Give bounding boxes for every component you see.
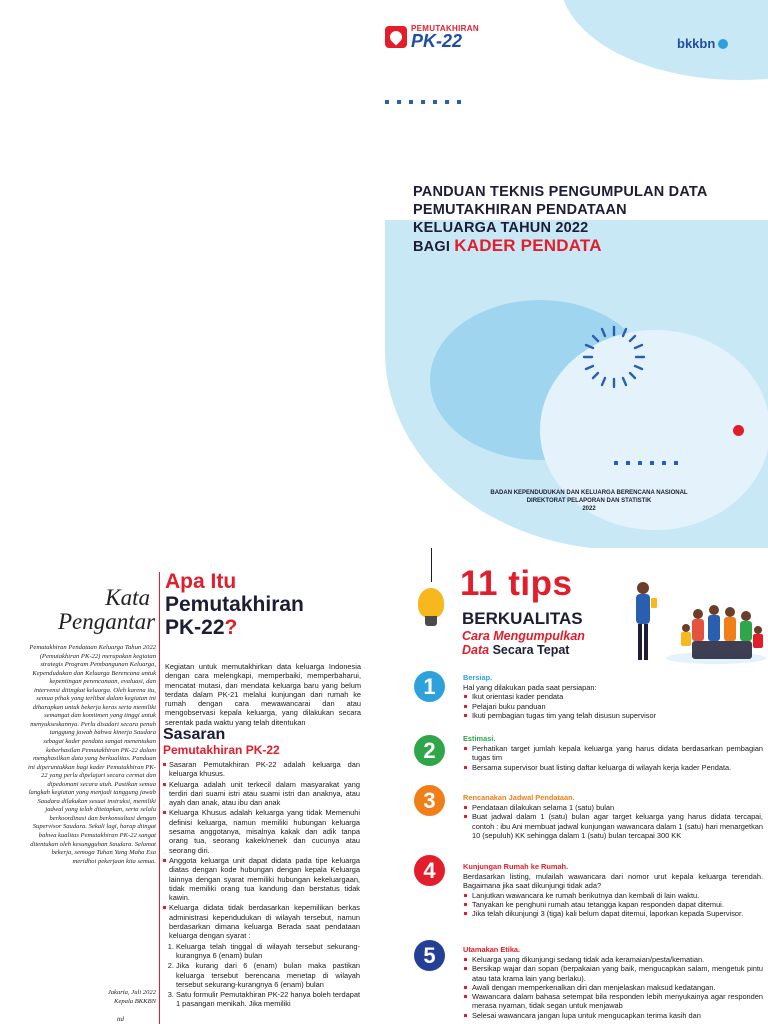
tips-data-b: Secara Tepat xyxy=(492,643,570,657)
tips-data-a: Data xyxy=(462,643,490,657)
list-item: 1. Keluarga telah tinggal di wilayah tersebut sekurang-kurangnya 6 (enam) bulan xyxy=(176,942,360,961)
list-item: Wawancara dalam bahasa setempat bila responden lebih menyukainya agar responden merasa nyaman, tidak segan untuk menjawab xyxy=(463,992,763,1011)
sig-place: Jakarta, Juli 2022 xyxy=(107,989,156,996)
signature-block xyxy=(60,988,156,1006)
apa-heading-q: ? xyxy=(224,616,238,639)
kata-pengantar-page xyxy=(0,548,160,1024)
tip-heading: Bersiap. xyxy=(463,673,493,682)
apa-heading-line: PK-22 xyxy=(165,616,225,639)
organization-block xyxy=(474,489,704,513)
list-item: Ikuti pembagian tugas tim yang telah disusun supervisor xyxy=(463,711,763,720)
lamp-cord xyxy=(431,548,432,582)
family-illustration xyxy=(626,576,766,666)
list-item: Bersama supervisor buat listing daftar keluarga di wilayah kerja kader Pendata. xyxy=(463,763,763,772)
kata-title-line: Kata xyxy=(105,585,150,610)
list-item: Keluarga didata tidak berdasarkan kepemilikan berkas administrasi kependudukan di wilayah tersebut, namun berdasarkan dimana keluarga Berada saat pendataan keluarga dengan syarat : xyxy=(162,903,360,940)
list-item: Keluarga yang dikunjungi sedang tidak ada keramaian/pesta/kematian. xyxy=(463,955,763,964)
tips-berkualitas: BERKUALITAS xyxy=(462,609,583,628)
list-item: Tanyakan ke penghuni rumah atau tetangga kapan responden dapat ditemui. xyxy=(463,900,763,909)
list-item: Awali dengan memperkenalkan diri dan menjelaskan maksud kedatangan. xyxy=(463,983,763,992)
list-item: Keluarga adalah unit terkecil dalam masyarakat yang terdiri dari suami istri atau suami istri dan anaknya, atau ayah dan anak, atau ibu dan anak xyxy=(162,780,360,808)
tip-number-badge: 3 xyxy=(414,785,445,816)
dots-decoration xyxy=(614,461,678,465)
list-item: Anggota keluarga unit dapat didata pada tipe keluarga diatas dengan kode hubungan dengan kepala Keluarga lainnya dengan syarat memiliki hubungan kekeluargaan, tidak memiliki orang tua kandung dan berstatus tidak kawin. xyxy=(162,856,360,902)
tip-heading: Estimasi. xyxy=(463,734,496,743)
lightbulb-icon xyxy=(418,588,444,618)
tip-number-badge: 1 xyxy=(414,671,445,702)
title-line: PANDUAN TEKNIS PENGUMPULAN DATA xyxy=(413,184,708,200)
list-item: Keluarga Khusus adalah keluarga yang tidak Memenuhi definisi keluarga, namun memiliki hubungan keluarga sesama anggotanya, misalnya kakak dan adik tanpa orang tua, seorang kakek/nenek dan cucunya atau seorang diri. xyxy=(162,808,360,854)
logo-bottom-text: PK-22 xyxy=(411,31,463,51)
tip-number-badge: 5 xyxy=(414,940,445,971)
list-item: Bersikap wajar dan sopan (berpakaian yang baik, mengucapkan salam, mengetuk pintu atau tata krama lain yang berlaku). xyxy=(463,964,763,983)
bkkbn-logo-icon xyxy=(718,39,728,49)
tips-data xyxy=(462,643,569,657)
logo-top-text: PEMUTAKHIRAN xyxy=(411,24,479,33)
apa-heading-red: Apa Itu xyxy=(165,570,237,593)
list-item: Perhatikan target jumlah kepala keluarga yang harus didata berdasarkan pembagian tugas tim xyxy=(463,744,763,763)
list-item: Buat jadwal dalam 1 (satu) bulan agar target keluarga yang harus didata tercapai, contoh : ibu Ani membuat jadwal kunjungan wawancara dalam 1 (satu) hari menargetkan 10 (sepuluh) KK sehingga dalam 1 (satu) bulan tercapai 300 KK xyxy=(463,812,763,840)
sunburst-decoration xyxy=(582,325,646,389)
title-line: PEMUTAKHIRAN PENDATAAN xyxy=(413,202,627,218)
sig-name: Kepala BKKBN xyxy=(114,998,156,1005)
org-line: BADAN KEPENDUDUKAN DAN KELUARGA BERENCANA NASIONAL xyxy=(490,490,688,496)
ttd-text: ttd xyxy=(117,1016,124,1023)
tip-item xyxy=(463,793,763,840)
sasaran-subheading: Pemutakhiran PK-22 xyxy=(163,743,280,757)
list-item: Pelajari buku panduan xyxy=(463,702,763,711)
list-item: Sasaran Pemutakhiran PK-22 adalah keluarga dan keluarga khusus. xyxy=(162,760,360,779)
red-dot-decoration xyxy=(733,425,744,436)
tip-item xyxy=(463,945,763,1020)
tips-cara: Cara Mengumpulkan xyxy=(462,629,585,643)
org-line: DIREKTORAT PELAPORAN DAN STATISTIK xyxy=(526,498,652,504)
tips-title: 11 tips xyxy=(460,564,573,603)
tips-page xyxy=(368,548,768,1024)
tip-heading: Rencanakan Jadwal Pendataan. xyxy=(463,793,575,802)
list-item: Selesai wawancara jangan lupa untuk mengucapkan terima kasih dan xyxy=(463,1011,763,1020)
tip-number-badge: 2 xyxy=(414,735,445,766)
lightbulb-base xyxy=(425,616,437,626)
tip-heading: Kunjungan Rumah ke Rumah. xyxy=(463,862,569,871)
title-accent: KADER PENDATA xyxy=(454,236,602,255)
title-bagi: BAGI xyxy=(413,239,451,255)
list-item: 2. Jika kurang dari 6 (enam) bulan maka pastikan keluarga tersebut berencana menetap di wilayah tersebut sekurang-kurangnya 6 (enam) bulan xyxy=(176,961,360,989)
tip-intro: Hal yang dilakukan pada saat persiapan: xyxy=(463,683,597,692)
tip-item xyxy=(463,862,763,918)
list-item: Pendataan dilakukan selama 1 (satu) bulan xyxy=(463,803,763,812)
list-item: Lanjutkan wawancara ke rumah berikutnya dan kembali di lain waktu. xyxy=(463,891,763,900)
bkkbn-text: bkkbn xyxy=(677,36,716,51)
tip-number-badge: 4 xyxy=(414,855,445,886)
list-item: Ikut orientasi kader pendata xyxy=(463,692,763,701)
apa-itu-page xyxy=(160,548,368,1024)
dots-decoration xyxy=(385,100,461,104)
kata-pengantar-title xyxy=(58,585,156,634)
list-item: Jika telah dikunjungi 3 (tiga) kali belum dapat ditemui, laporkan kepada Supervisor. xyxy=(463,909,763,918)
list-item: 3. Satu formulir Pemutakhiran PK-22 hanya boleh terdapat 1 pasangan menikah. Jika memiliki xyxy=(176,990,360,1009)
pk22-logo-icon xyxy=(385,26,407,48)
apa-heading xyxy=(165,593,304,639)
kata-title-line: Pengantar xyxy=(58,609,156,634)
sasaran-list xyxy=(162,760,360,1010)
sasaran-heading: Sasaran xyxy=(163,726,226,743)
cover-title xyxy=(413,183,753,256)
tip-item xyxy=(463,673,763,720)
apa-lead: Kegiatan untuk memutakhirkan data keluarga Indonesia dengan cara melengkapi, memperbaiki, memperbaharui, mencatat mutasi, dan mendata keluarga baru yang belum terdata dalam PK-21 melalui kunjungan dari rumah ke rumah dengan cara mewawancarai dan atau mengobservasi kepala keluarga, yang dilakukan secara serentak pada waktu yang telah ditentukan xyxy=(165,662,361,727)
tip-heading: Utamakan Etika. xyxy=(463,945,521,954)
org-line: 2022 xyxy=(582,506,596,512)
tip-item xyxy=(463,734,763,772)
tip-intro: Berdasarkan listing, mulailah wawancara dari nomor urut kepala keluarga terendah. Bagaimana jika saat dikunjungi tidak ada? xyxy=(463,872,763,891)
bkkbn-logo xyxy=(677,36,728,51)
pk22-logo xyxy=(385,24,479,49)
apa-heading-line: Pemutakhiran xyxy=(165,593,304,616)
kata-pengantar-body: Pemutakhiran Pendataan Keluarga Tahun 2022 (Pemutakhiran PK-22) merupakan kegiatan strategis Program Pembangunan Keluarga, Kependudukan dan Keluarga Berencana untuk kepentingan perencanaan, evaluasi, dan intervensi ditingkat keluarga. Oleh karena itu, semua pihak yang terlibat dalam kegiatan ini diharapkan untuk bekerja keras serta memiliki semangat dan komitmen yang tinggi untuk menyukseskannya. Perlu disadari secara penuh tanggung jawab bahwa kinerja Saudara sebagai kader pendata sangat menentukan keberhasilan Pemutakhiran PK-22 dalam menghasilkan data yang berkualitas. Panduan ini diperuntukkan bagi kader Pemutakhiran PK-22 yang perlu dipelajari secara cermat dan dipedomani secara utuh. Pastikan semua langkah kegiatan yang menjadi tanggung jawab Saudara dilakukan sesuai instruksi, memiliki jadwal yang telah ditetapkan, serta selalu berkoordinasi dan berkonsultasi dengan Supervisor Saudara. Sekali lagi, harap diingat bahwa kualitas Pemutakhiran PK-22 sangat ditentukan oleh kesungguhan Saudara. Selamat bekerja, semoga Tuhan Yang Maha Esa meridhoi pekerjaan kita semua. xyxy=(28,644,157,865)
syarat-list xyxy=(162,942,360,1009)
title-line: KELUARGA TAHUN 2022 xyxy=(413,220,589,236)
cover-blob xyxy=(560,0,768,80)
